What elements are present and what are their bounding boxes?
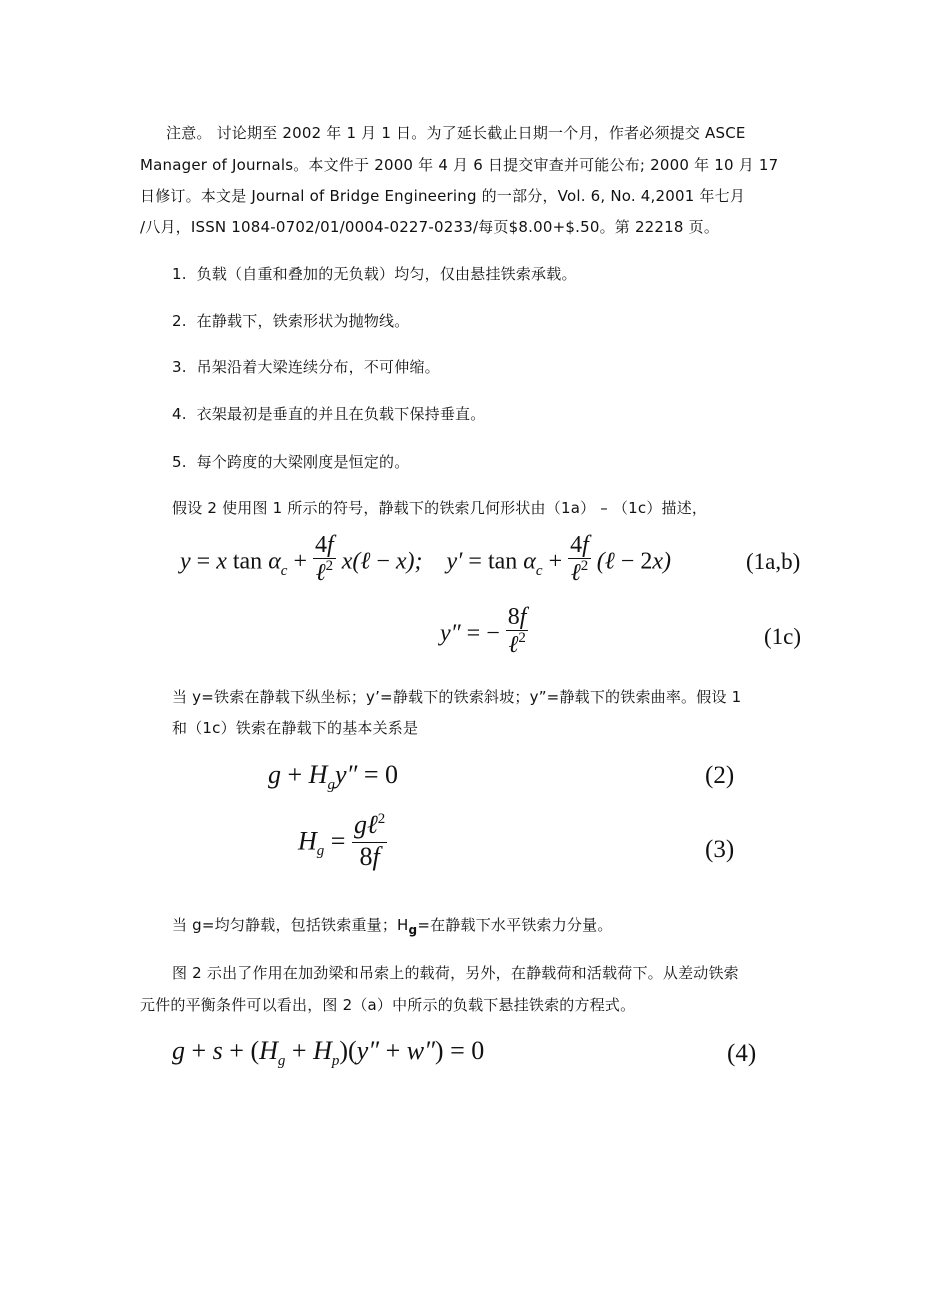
after-eq3-suffix: =在静载下水平铁索力分量。 [417, 916, 613, 934]
equation-3-number: (3) [705, 836, 735, 863]
note-line-1: 注意。 讨论期至 2002 年 1 月 1 日。为了延长截止日期一个月，作者必须提交 ASCE [166, 124, 746, 142]
fig2-line-2: 元件的平衡条件可以看出，图 2（a）中所示的负载下悬挂铁索的方程式。 [140, 996, 636, 1014]
eq1-intro: 假设 2 使用图 1 所示的符号，静载下的铁索几何形状由（1a） – （1c）描述， [172, 499, 708, 517]
after-eq3-prefix: 当 g=均匀静载，包括铁索重量；H [172, 916, 409, 934]
list-item [172, 263, 577, 284]
list-item [172, 451, 409, 472]
equation-3: $H_g$ = $\frac{g\ell^2}{8f}$ [298, 810, 386, 871]
after-eq3-text [172, 914, 613, 935]
equation-1ab: y = x $\tan \alpha_c$ + $\frac{4f}{\ell^2}$ x(ℓ − x); $y' = \tan \alpha_c$ + $\frac{4f}{\ell^2}$ (ℓ − 2x) [180, 534, 671, 592]
list-item [172, 403, 485, 424]
list-item-number: 1. [172, 265, 187, 283]
note-line-4: /八月，ISSN 1084-0702/01/0004-0227‐0233/每页$8.00+$.50。第 22218 页。 [140, 218, 720, 236]
equation-1c-number: (1c) [764, 624, 802, 649]
equation-4: $g + s + (H_g + H_p)(y'' + w'') = 0$ [172, 1036, 485, 1069]
equation-1c: y″ = − $\frac{8f}{\ell^2}$ [440, 606, 528, 664]
list-item-text: 负载（自重和叠加的无负载）均匀，仅由悬挂铁索承载。 [196, 265, 577, 283]
list-item-text: 在静载下，铁索形状为抛物线。 [196, 312, 410, 330]
list-item-number: 4. [172, 405, 187, 423]
list-item [172, 356, 440, 377]
list-item-text: 衣架最初是垂直的并且在负载下保持垂直。 [196, 405, 486, 423]
list-item-number: 5. [172, 453, 187, 471]
after-eq3-subscript: g [408, 923, 418, 937]
equation-2: $g + H_gy'' = 0$ [268, 760, 398, 793]
after-eq1-line-2: 和（1c）铁索在静载下的基本关系是 [172, 719, 419, 737]
equation-2-number: (2) [705, 762, 735, 789]
fig2-line-1: 图 2 示出了作用在加劲梁和吊索上的载荷，另外，在静载荷和活载荷下。从差动铁索 [172, 964, 739, 982]
note-line-2: Manager of Journals。本文件于 2000 年 4 月 6 日提交审查并可能公布; 2000 年 10 月 17 [140, 156, 779, 174]
list-item-text: 吊架沿着大梁连续分布，不可伸缩。 [196, 358, 440, 376]
list-item-number: 2. [172, 312, 187, 330]
list-item-number: 3. [172, 358, 187, 376]
list-item [172, 310, 409, 331]
equation-4-number: (4) [727, 1040, 757, 1067]
after-eq1-line-1: 当 y=铁索在静载下纵坐标；y’=静载下的铁索斜坡；y”=静载下的铁索曲率。假设 1 [172, 688, 742, 706]
note-line-3: 日修订。本文是 Journal of Bridge Engineering 的一部分，Vol. 6, No. 4,2001 年七月 [140, 187, 746, 205]
equation-1ab-number: (1a,b) [746, 549, 801, 574]
list-item-text: 每个跨度的大梁刚度是恒定的。 [196, 453, 410, 471]
